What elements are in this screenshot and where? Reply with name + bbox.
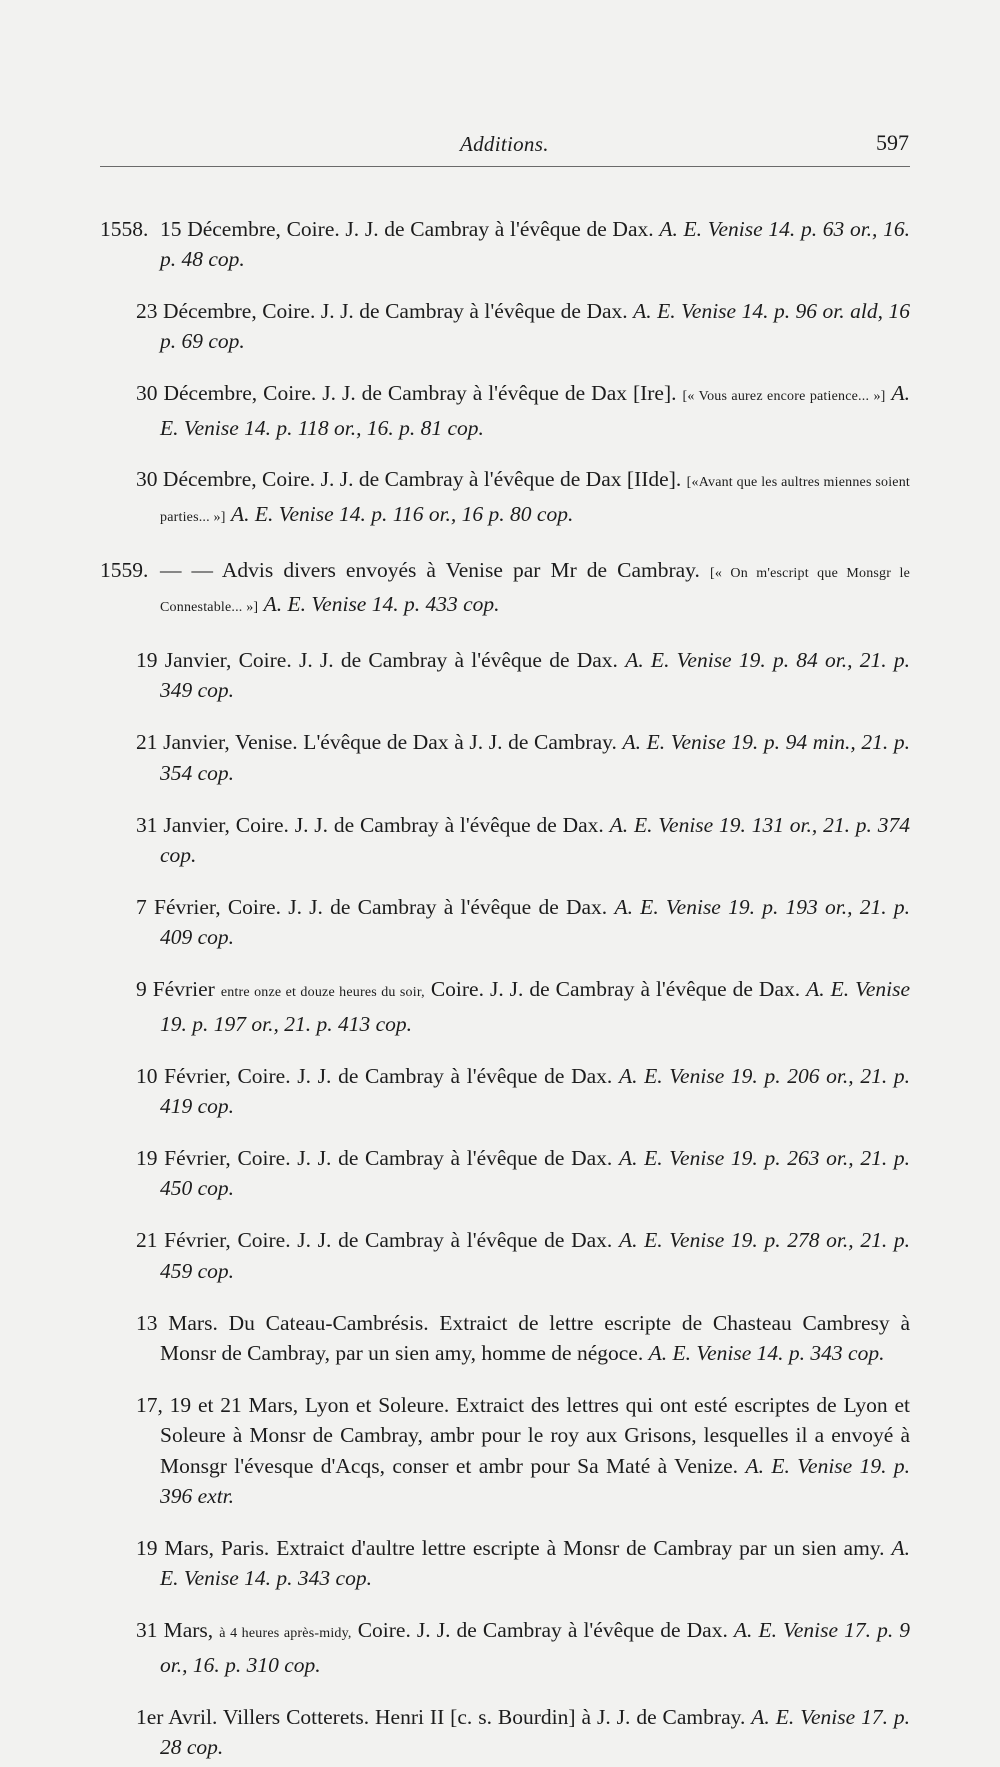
entry-list [0, 192, 1000, 1767]
entry-text: 21 Janvier, Venise. L'évêque de Dax à J. J. de Cambray. [136, 730, 617, 755]
entry-citation: A. E. Venise 14. p. 63 or., 16. p. 48 cop. [160, 216, 911, 271]
entry-time-note: entre onze et douze heures du soir, [220, 985, 425, 1001]
entry-text: 23 Décembre, Coire. J. J. de Cambray à l'évêque de Dax. [136, 298, 628, 323]
list-item [136, 645, 910, 706]
list-item [136, 1390, 910, 1512]
list-item [100, 555, 910, 624]
entry-text: 30 Décembre, Coire. J. J. de Cambray à l'évêque de Dax [Ire]. [136, 381, 677, 406]
entry-text: Coire. J. J. de Cambray à l'évêque de Dax. [357, 1618, 728, 1643]
entry-text: 21 Février, Coire. J. J. de Cambray à l'évêque de Dax. [136, 1228, 613, 1253]
entry-citation: A. E. Venise 14. p. 118 or., 16. p. 81 cop. [160, 381, 910, 440]
entry-text: 17, 19 et 21 Mars, Lyon et Soleure. Extraict des lettres qui ont esté escriptes de Lyon et Soleure à Monsr de Cambray, ambr pour le roy aux Grisons, lesquelles il a envoyé à Monsgr l'évesque d'Acqs, conser et ambr pour Sa Maté à Venize. [136, 1392, 910, 1478]
entry-time-note: à 4 heures après-midy, [219, 1626, 352, 1642]
entry-note: [« On m'escript que Monsgr le Connestable... »] [160, 565, 910, 616]
entry-text: 31 Janvier, Coire. J. J. de Cambray à l'évêque de Dax. [136, 812, 604, 837]
list-item [136, 727, 910, 788]
entry-year: 1559. [100, 557, 149, 582]
entry-year: 1558. [100, 216, 149, 241]
entry-text: 19 Mars, Paris. Extraict d'aultre lettre escripte à Monsr de Cambray par un sien amy. [136, 1536, 885, 1560]
entry-citation: A. E. Venise 14. p. 96 or. ald, 16 p. 69 cop. [160, 298, 911, 354]
entry-citation: A. E. Venise 19. p. 278 or., 21. p. 459 cop. [160, 1228, 910, 1283]
entry-citation: A. E. Venise 19. 131 or., 21. p. 374 cop. [160, 812, 910, 868]
list-item [136, 464, 910, 533]
entry-citation: A. E. Venise 14. p. 343 cop. [160, 1536, 910, 1591]
entry-citation: A. E. Venise 17. p. 28 cop. [160, 1704, 911, 1760]
entry-text: Coire. J. J. de Cambray à l'évêque de Dax. [430, 977, 801, 1002]
list-item [136, 974, 911, 1039]
entry-citation: A. E. Venise 17. p. 9 or., 16. p. 310 cop. [160, 1618, 911, 1677]
entry-citation: A. E. Venise 19. p. 396 extr. [160, 1453, 910, 1509]
entry-citation: A. E. Venise 14. p. 343 cop. [648, 1340, 885, 1365]
entry-citation: A. E. Venise 19. p. 193 or., 21. p. 409 cop. [160, 895, 910, 950]
page-number: 597 [876, 130, 909, 155]
list-item [136, 1225, 910, 1286]
entry-text-start: 9 Février [136, 977, 215, 1002]
list-item [136, 378, 910, 443]
list-item [136, 1143, 910, 1204]
entry-text: 15 Décembre, Coire. J. J. de Cambray à l'évêque de Dax. [160, 216, 654, 241]
entry-citation: A. E. Venise 19. p. 263 or., 21. p. 450 cop. [160, 1145, 910, 1201]
entry-citation: A. E. Venise 14. p. 116 or., 16 p. 80 cop. [230, 501, 574, 526]
entry-citation: A. E. Venise 19. p. 206 or., 21. p. 419 cop. [160, 1063, 910, 1119]
list-item [136, 296, 911, 357]
header-rule [100, 166, 910, 167]
entry-text: 19 Février, Coire. J. J. de Cambray à l'évêque de Dax. [136, 1145, 613, 1170]
entry-text: 19 Janvier, Coire. J. J. de Cambray à l'évêque de Dax. [136, 648, 618, 673]
list-item [136, 1702, 911, 1763]
entry-citation: A. E. Venise 14. p. 433 cop. [263, 592, 500, 617]
entry-text: — — Advis divers envoyés à Venise par Mr de Cambray. [160, 557, 700, 582]
list-item [136, 1308, 910, 1369]
entry-note: [« Vous aurez encore patience... »] [682, 389, 886, 405]
entry-note: [«Avant que les aultres miennes soient parties... »] [160, 475, 910, 525]
entry-text: 7 Février, Coire. J. J. de Cambray à l'évêque de Dax. [136, 895, 608, 919]
entry-citation: A. E. Venise 19. p. 84 or., 21. p. 349 cop. [160, 648, 910, 703]
entry-text: 13 Mars. Du Cateau-Cambrésis. Extraict de lettre escripte de Chasteau Cambresy à Monsr de Cambray, par un sien amy, homme de négoce. [136, 1310, 910, 1365]
list-item [136, 1615, 911, 1680]
entry-text-start: 31 Mars, [136, 1618, 214, 1643]
entry-citation: A. E. Venise 19. p. 94 min., 21. p. 354 cop. [160, 730, 910, 785]
entry-text: 10 Février, Coire. J. J. de Cambray à l'évêque de Dax. [136, 1063, 613, 1088]
entry-text: 30 Décembre, Coire. J. J. de Cambray à l'évêque de Dax [IIde]. [136, 467, 682, 492]
list-item [136, 810, 910, 871]
list-item [100, 214, 911, 275]
entry-citation: A. E. Venise 19. p. 197 or., 21. p. 413 cop. [160, 977, 911, 1036]
entry-text: 1er Avril. Villers Cotterets. Henri II [c. s. Bourdin] à J. J. de Cambray. [136, 1704, 746, 1729]
running-header: Additions. [460, 132, 549, 156]
list-item [136, 1061, 910, 1122]
list-item [136, 892, 910, 953]
